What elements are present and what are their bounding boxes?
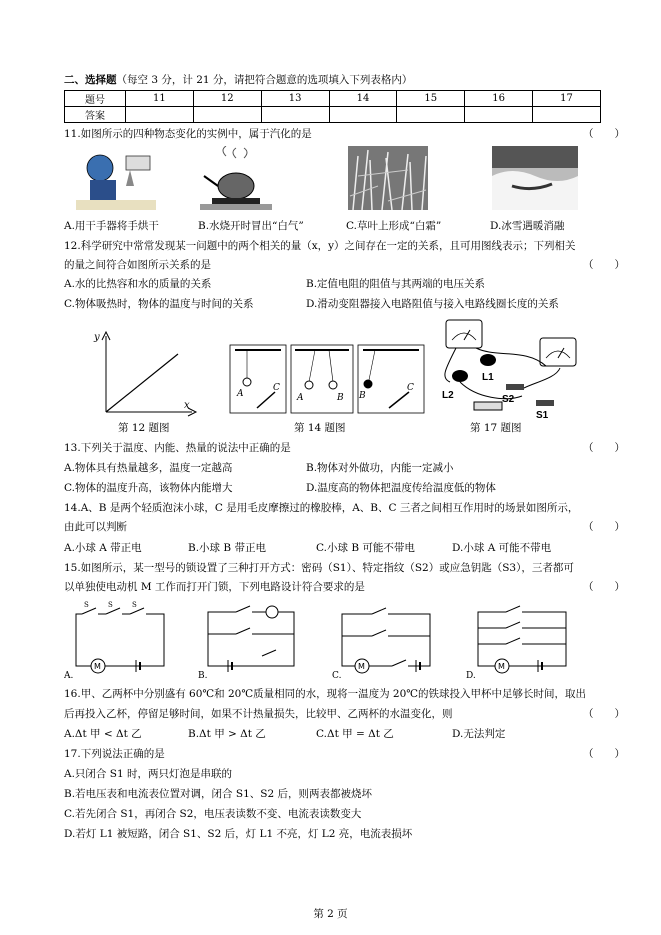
fig17-caption: 第 17 题图 xyxy=(470,422,522,434)
q11-option-d: D.冰雪遇暖消融 xyxy=(490,220,565,232)
q11-option-a: A.用干手器将手烘干 xyxy=(64,220,159,232)
q15a-motor-label: M xyxy=(94,662,101,671)
page-number: 第 2 页 xyxy=(313,908,348,920)
question-number-cell: 15 xyxy=(397,91,465,107)
svg-text:S: S xyxy=(132,601,137,609)
q17-option-d: D.若灯 L1 被短路，闭合 S1、S2 后，灯 L1 不亮，灯 L2 亮，电流表损坏 xyxy=(64,828,413,840)
fig14-panels xyxy=(229,344,427,416)
svg-text:S: S xyxy=(84,601,89,609)
q17-option-a: A.只闭合 S1 时，两只灯泡是串联的 xyxy=(64,768,232,780)
fig17-circuit xyxy=(436,318,586,420)
answer-table xyxy=(64,90,601,123)
q15-label-c: C. xyxy=(332,671,342,680)
q16-stem-line1: 16.甲、乙两杯中分别盛有 60℃和 20℃质量相同的水，现将一温度为 20℃的铁球投入甲杯中足够长时间，取出 xyxy=(64,688,587,700)
fig14-panel1-rod-c-label: C xyxy=(273,383,280,393)
q17-option-b: B.若电压表和电流表位置对调，闭合 S1、S2 后，则两表都被烧坏 xyxy=(64,788,372,800)
section-title: 二、选择题 xyxy=(64,74,117,86)
q15-circuit-c xyxy=(332,598,438,680)
q16-option-d: D.无法判定 xyxy=(452,728,506,740)
q13-option-b: B.物体对外做功，内能一定减小 xyxy=(306,462,454,474)
q11-stem: 11.如图所示的四种物态变化的实例中，属于汽化的是 xyxy=(64,128,312,140)
fig14-caption: 第 14 题图 xyxy=(294,422,346,434)
q14-option-b: B.小球 B 带正电 xyxy=(188,542,266,554)
q14-stem-line1: 14.A、B 是两个轻质泡沫小球，C 是用毛皮摩擦过的橡胶棒，A、B、C 三者之间相互作用时的场景如图所示， xyxy=(64,502,579,514)
answer-cell[interactable] xyxy=(261,107,329,123)
answer-table-answer-row xyxy=(65,107,601,123)
q15c-motor-label: M xyxy=(358,662,365,671)
q12-answer-paren: （ ） xyxy=(583,259,625,271)
question-number-cell: 16 xyxy=(465,91,533,107)
q17-stem: 17.下列说法正确的是 xyxy=(64,748,165,760)
frost-grass-picture xyxy=(348,146,428,210)
q14-stem-line2: 由此可以判断 xyxy=(64,521,127,533)
melting-snow-picture xyxy=(492,146,578,210)
row-label-answer: 答案 xyxy=(65,107,126,123)
fig14-panel2-ball-b-label: B xyxy=(337,393,344,403)
q15-circuit-a xyxy=(64,598,174,680)
fig17-s2-label: S2 xyxy=(502,394,515,405)
answer-cell[interactable] xyxy=(397,107,465,123)
fig17-s1-label: S1 xyxy=(536,410,549,420)
fig17-l1-label: L1 xyxy=(482,372,494,383)
answer-cell[interactable] xyxy=(465,107,533,123)
question-number-cell: 17 xyxy=(533,91,601,107)
q12-option-b: B.定值电阻的阻值与其两端的电压关系 xyxy=(306,278,486,290)
question-number-cell: 12 xyxy=(193,91,261,107)
q17-answer-paren: （ ） xyxy=(583,748,625,760)
q11-option-b: B.水烧开时冒出“白气” xyxy=(198,220,304,232)
q15-label-b: B. xyxy=(198,671,208,680)
fig17-l2-label: L2 xyxy=(442,390,454,401)
section-note: （每空 3 分，计 21 分，请把符合题意的选项填入下列表格内） xyxy=(116,74,413,86)
question-number-cell: 11 xyxy=(126,91,194,107)
fig12-caption: 第 12 题图 xyxy=(118,422,170,434)
answer-cell[interactable] xyxy=(533,107,601,123)
q15-circuit-d xyxy=(466,598,576,680)
fig14-panel2-ball-a-label: A xyxy=(297,393,304,403)
answer-cell[interactable] xyxy=(126,107,194,123)
fig12-axis-x-label: x xyxy=(184,400,190,411)
q16-option-c: C.Δt 甲 = Δt 乙 xyxy=(316,728,394,740)
q14-option-a: A.小球 A 带正电 xyxy=(64,542,142,554)
q15-stem-line2: 以单独使电动机 M 工作而打开门锁，下列电路设计符合要求的是 xyxy=(64,581,365,593)
fig12-graph xyxy=(92,328,198,420)
q16-answer-paren: （ ） xyxy=(583,708,625,720)
q15d-motor-label: M xyxy=(498,662,505,671)
q14-answer-paren: （ ） xyxy=(583,521,625,533)
q16-option-b: B.Δt 甲 > Δt 乙 xyxy=(188,728,266,740)
answer-table-header-row xyxy=(65,91,601,107)
q16-stem-line2: 后再投入乙杯，停留足够时间，如果不计热量损失，比较甲、乙两杯的水温变化，则 xyxy=(64,708,453,720)
row-label-number: 题号 xyxy=(65,91,126,107)
q12-option-c: C.物体吸热时，物体的温度与时间的关系 xyxy=(64,298,254,310)
q13-option-d: D.温度高的物体把温度传给温度低的物体 xyxy=(306,482,496,494)
q16-option-a: A.Δt 甲 < Δt 乙 xyxy=(64,728,142,740)
q15-label-a: A. xyxy=(64,671,74,680)
q13-answer-paren: （ ） xyxy=(583,442,625,454)
answer-cell[interactable] xyxy=(329,107,397,123)
hand-dryer-picture xyxy=(76,146,156,210)
fig14-panel3-rod-c-label: C xyxy=(407,383,414,393)
q15-answer-paren: （ ） xyxy=(583,581,625,593)
fig14-panel1-ball-a-label: A xyxy=(237,389,244,399)
q11-option-c: C.草叶上形成“白霜” xyxy=(346,220,442,232)
svg-text:S: S xyxy=(108,601,113,609)
q13-stem: 13.下列关于温度、内能、热量的说法中正确的是 xyxy=(64,442,291,454)
q15-circuit-b xyxy=(198,598,302,680)
q12-option-a: A.水的比热容和水的质量的关系 xyxy=(64,278,212,290)
answer-cell[interactable] xyxy=(193,107,261,123)
fig14-panel3-ball-b-label: B xyxy=(359,391,366,401)
q12-stem-line2: 的量之间符合如图所示关系的是 xyxy=(64,259,211,271)
fig12-axis-y-label: y xyxy=(94,332,100,343)
q14-option-c: C.小球 B 可能不带电 xyxy=(316,542,415,554)
q17-option-c: C.若先闭合 S1，再闭合 S2，电压表读数不变、电流表读数变大 xyxy=(64,808,362,820)
q12-option-d: D.滑动变阻器接入电路阻值与接入电路线圈长度的关系 xyxy=(306,298,559,310)
q15-stem-line1: 15.如图所示，某一型号的锁设置了三种打开方式：密码（S1）、特定指纹（S2）或应急钥匙（S3），三者都可 xyxy=(64,562,574,574)
q11-answer-paren: （ ） xyxy=(583,128,625,140)
question-number-cell: 13 xyxy=(261,91,329,107)
kettle-steam-picture xyxy=(196,146,276,210)
question-number-cell: 14 xyxy=(329,91,397,107)
q15-label-d: D. xyxy=(466,671,476,680)
q13-option-a: A.物体具有热量越多，温度一定越高 xyxy=(64,462,233,474)
q12-stem-line1: 12.科学研究中常常发现某一问题中的两个相关的量（x，y）之间存在一定的关系，且可用图线表示；下列相关 xyxy=(64,240,576,252)
q13-option-c: C.物体的温度升高，该物体内能增大 xyxy=(64,482,233,494)
q14-option-d: D.小球 A 可能不带电 xyxy=(452,542,552,554)
section-header xyxy=(64,72,412,87)
